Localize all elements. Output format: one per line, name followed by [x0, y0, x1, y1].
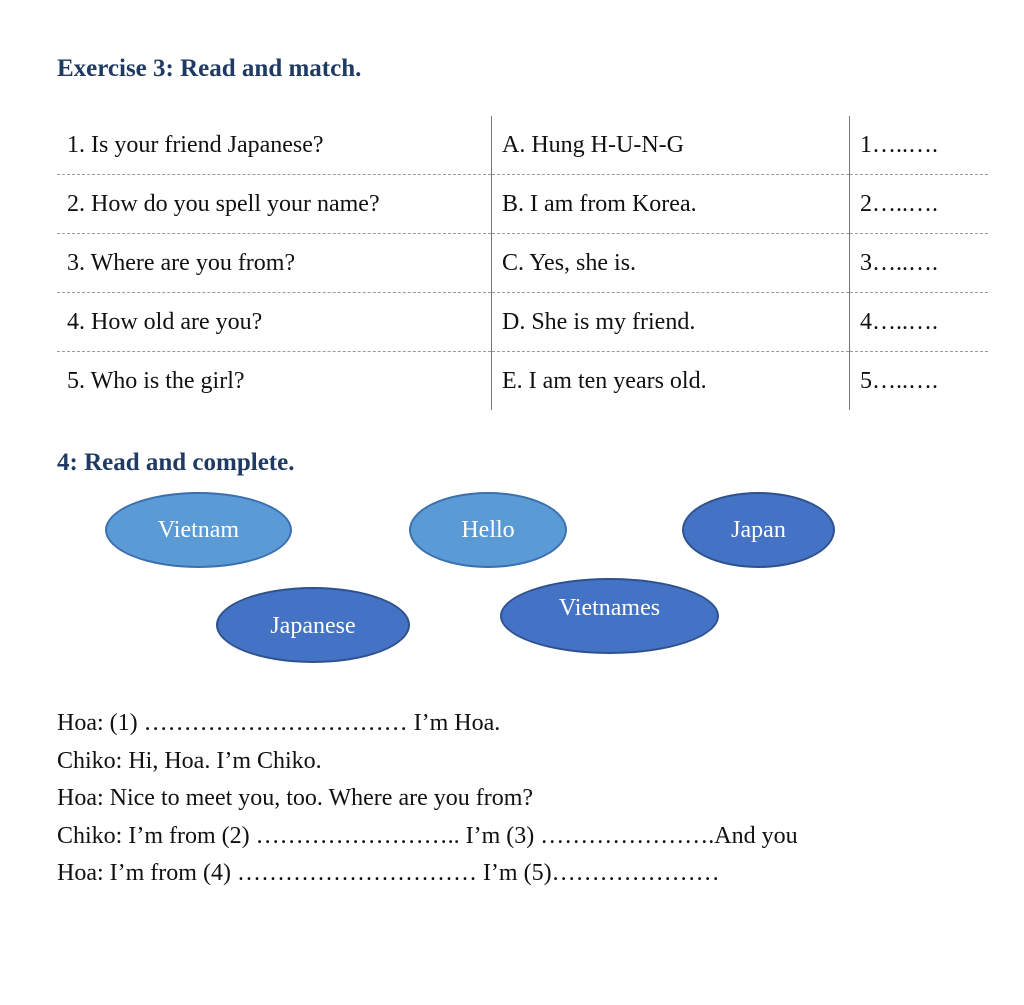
question-cell: 2. How do you spell your name? [57, 175, 492, 234]
word-label: Japanese [270, 612, 356, 639]
table-row [57, 234, 988, 293]
word-bubble-hello [409, 492, 567, 568]
answer-cell: C. Yes, she is. [492, 234, 850, 293]
word-bubble-japan [682, 492, 835, 568]
table-row [57, 116, 988, 175]
word-bubble-japanese [216, 587, 410, 663]
blank-cell[interactable]: 1…..…. [850, 116, 989, 175]
answer-cell: E. I am ten years old. [492, 352, 850, 411]
answer-cell: D. She is my friend. [492, 293, 850, 352]
table-row [57, 352, 988, 411]
dialog-line: Chiko: Hi, Hoa. I’m Chiko. [57, 747, 322, 774]
blank-cell[interactable]: 5…..…. [850, 352, 989, 411]
blank-cell[interactable]: 3…..…. [850, 234, 989, 293]
dialog-line: Chiko: I’m from (2) …………………….. I’m (3) ………………….And you [57, 822, 798, 849]
dialog-block [57, 705, 798, 893]
word-bubble-vietnam [105, 492, 292, 568]
question-cell: 4. How old are you? [57, 293, 492, 352]
question-cell: 1. Is your friend Japanese? [57, 116, 492, 175]
blank-cell[interactable]: 2…..…. [850, 175, 989, 234]
word-label: Vietnames [558, 594, 661, 621]
dialog-line: Hoa: Nice to meet you, too. Where are you from? [57, 785, 534, 811]
answer-cell: A. Hung H-U-N-G [492, 116, 850, 175]
exercise-4-title: 4: Read and complete. [57, 449, 295, 476]
word-label: Japan [731, 516, 786, 543]
dialog-line: Hoa: I’m from (4) ………………………… I’m (5)………………… [57, 860, 720, 886]
word-label: Vietnam [157, 516, 240, 543]
word-bubble-vietnames [500, 578, 719, 654]
table-row [57, 175, 988, 234]
exercise-3-title: Exercise 3: Read and match. [57, 55, 362, 82]
answer-cell: B. I am from Korea. [492, 175, 850, 234]
match-table [57, 116, 988, 410]
word-label: Hello [461, 516, 515, 543]
question-cell: 3. Where are you from? [57, 234, 492, 293]
question-cell: 5. Who is the girl? [67, 367, 245, 394]
blank-cell[interactable]: 4…..…. [850, 293, 989, 352]
table-row [57, 293, 988, 352]
dialog-line: Hoa: (1) …………………………… I’m Hoa. [57, 710, 501, 736]
